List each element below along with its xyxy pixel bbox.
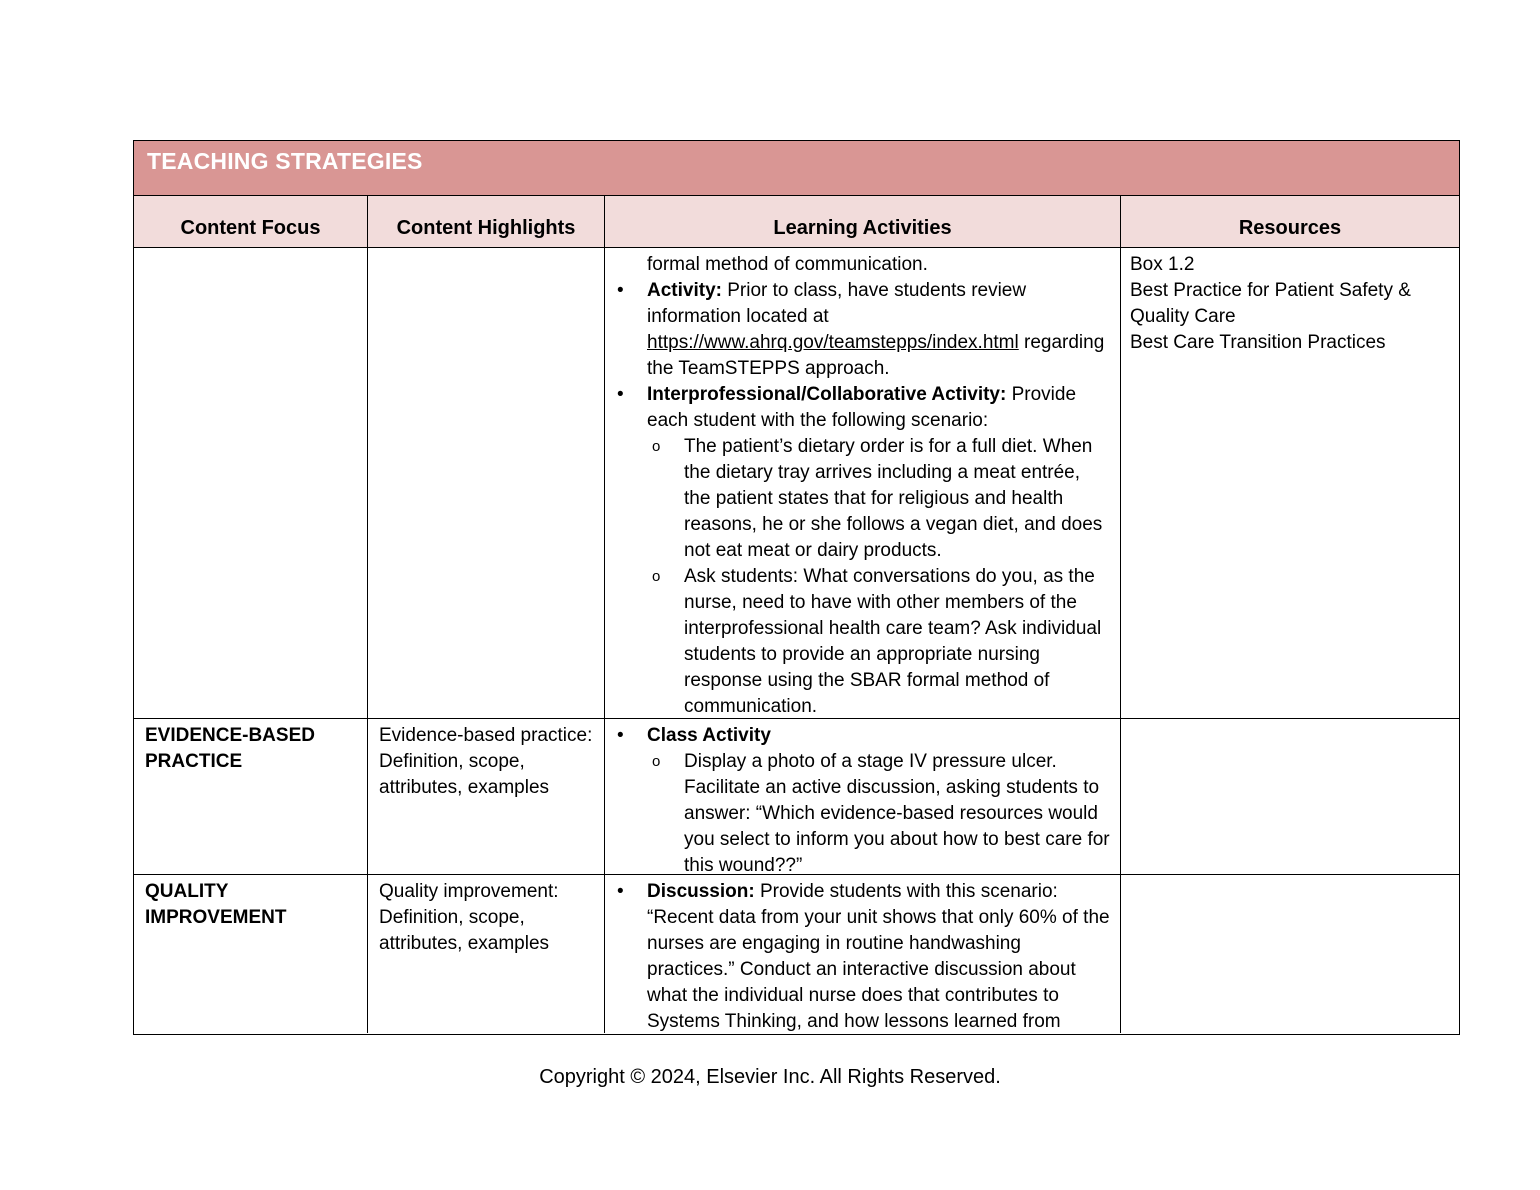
teamstepps-link[interactable]: https://www.ahrq.gov/teamstepps/index.html — [647, 332, 1019, 353]
resources-cell — [1121, 719, 1459, 874]
activity-label-text: Activity: — [647, 280, 722, 301]
table-row — [134, 248, 1459, 719]
table-row — [134, 719, 1459, 875]
circle-marker-icon: o — [652, 568, 661, 585]
resource-line: Box 1.2 — [1130, 254, 1195, 275]
column-header-learning-activities: Learning Activities — [605, 196, 1121, 247]
resource-line: Best Care Transition Practices — [1130, 332, 1386, 353]
body-text: Prior to class, have students review information located at — [647, 280, 1027, 327]
resources-cell — [1121, 875, 1459, 1033]
continuation-text — [614, 252, 1111, 278]
body-text: formal method of communication. — [647, 254, 928, 275]
body-text: Ask students: What conversations do you, as the nurse, need to have with other members of the interprofessional health care team? Ask individual students to provide an appropriate nursing response using the SBAR formal method of communication. — [684, 566, 1102, 717]
circle-marker-icon: o — [652, 753, 661, 770]
activity-label-text: Class Activity — [647, 725, 771, 746]
table-row — [134, 875, 1459, 1033]
activity-label-text: Discussion: — [647, 881, 755, 902]
table-title-banner — [134, 141, 1459, 196]
sub-list-item — [614, 434, 1111, 564]
body-text: regarding the TeamSTEPPS approach. — [647, 332, 1105, 379]
sub-list-item — [614, 564, 1111, 718]
content-highlights-cell — [368, 248, 605, 718]
bullet-list-item — [614, 879, 1111, 1033]
bullet-list-item — [614, 723, 1111, 749]
bullet-marker-icon: • — [617, 725, 624, 746]
table-body — [134, 248, 1459, 1033]
activity-label-text: Interprofessional/Collaborative Activity: — [647, 384, 1007, 405]
bullet-list-item — [614, 278, 1111, 382]
column-header-content-highlights: Content Highlights — [368, 196, 605, 247]
copyright-footer: Copyright © 2024, Elsevier Inc. All Rights Reserved. — [539, 1066, 1001, 1088]
bullet-marker-icon: • — [617, 280, 624, 301]
content-focus-cell: QUALITY IMPROVEMENT — [134, 875, 368, 1033]
resources-cell — [1121, 248, 1459, 718]
teaching-strategies-table — [133, 140, 1460, 1035]
sub-list-item — [614, 749, 1111, 874]
resource-line: Best Practice for Patient Safety & Quality Care — [1130, 280, 1411, 327]
body-text: Provide students with this scenario: “Recent data from your unit shows that only 60% of the nurses are engaging in routine handwashing practices.” Conduct an interactive discussion about what the individual nurse does that contributes to Systems Thinking, and how lessons learned from — [647, 881, 1110, 1032]
column-header-content-focus: Content Focus — [134, 196, 368, 247]
table-title: TEACHING STRATEGIES — [147, 148, 423, 174]
circle-marker-icon: o — [652, 438, 661, 455]
content-highlights-cell: Evidence-based practice: Definition, scope, attributes, examples — [368, 719, 605, 874]
body-text: Provide each student with the following scenario: — [647, 384, 1077, 431]
bullet-marker-icon: • — [617, 384, 624, 405]
column-header-resources: Resources — [1238, 217, 1342, 239]
body-text: Display a photo of a stage IV pressure ulcer. Facilitate an active discussion, asking students to answer: “Which evidence-based resources would you select to inform you about how to best care for this wound??” — [684, 751, 1110, 874]
content-highlights-cell: Quality improvement: Definition, scope, attributes, examples — [368, 875, 605, 1033]
table-header-row — [134, 196, 1459, 248]
body-text: The patient’s dietary order is for a full diet. When the dietary tray arrives including a meat entrée, the patient states that for religious and health reasons, he or she follows a vegan diet, and does not eat meat or dairy products. — [684, 436, 1103, 561]
learning-activities-cell — [605, 248, 1121, 718]
learning-activities-cell — [605, 719, 1121, 874]
bullet-list-item — [614, 382, 1111, 434]
learning-activities-cell — [605, 875, 1121, 1033]
content-focus-cell: EVIDENCE-BASED PRACTICE — [134, 719, 368, 874]
bullet-marker-icon: • — [617, 881, 624, 902]
content-focus-cell — [134, 248, 368, 718]
